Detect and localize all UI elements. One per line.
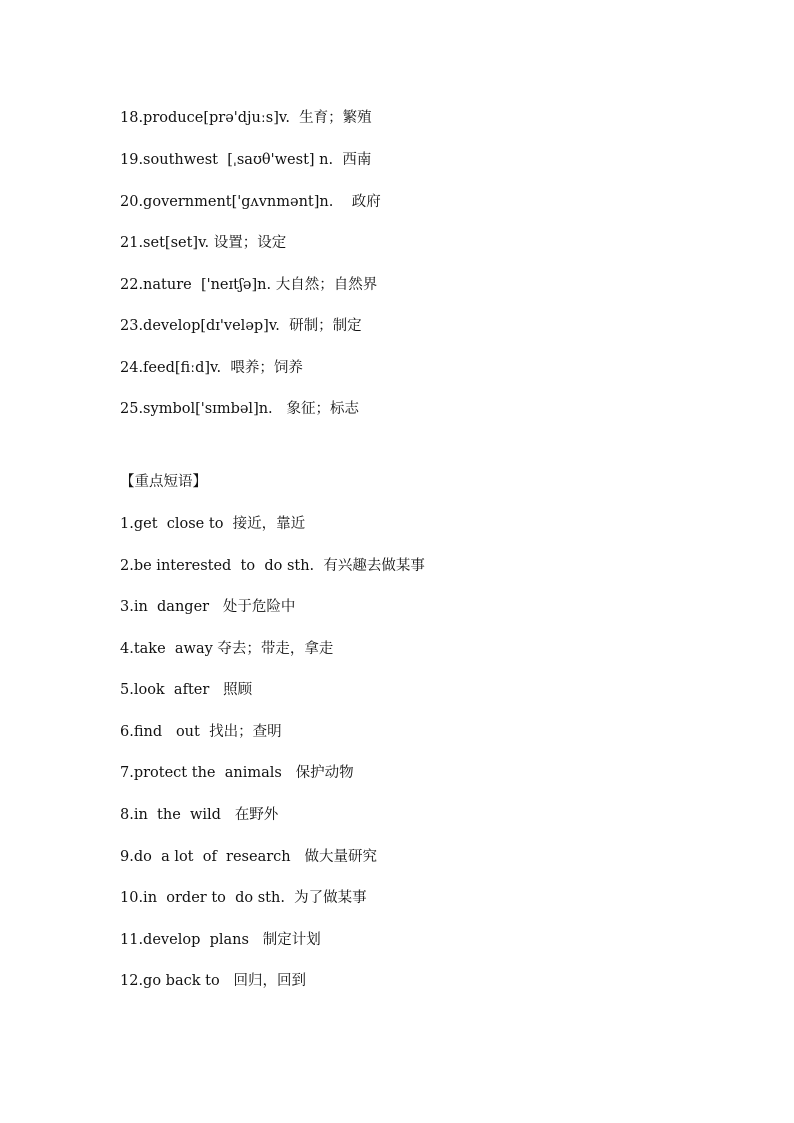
phrase-item: 10.in order to do sth. 为了做某事 (120, 890, 367, 906)
phrase-item: 8.in the wild 在野外 (120, 807, 279, 823)
vocab-item-produce: 18.produce[prə'djuːs]v. 生育；繁殖 (120, 110, 372, 126)
phrase-item: 4.take away 夺去；带走，拿走 (120, 641, 334, 657)
vocab-item-southwest: 19.southwest [ˌsaʊθ'west] n. 西南 (120, 152, 372, 168)
phrase-item: 7.protect the animals 保护动物 (120, 765, 354, 781)
vocab-item-feed: 24.feed[fiːd]v. 喂养；饲养 (120, 360, 303, 376)
phrase-item: 2.be interested to do sth. 有兴趣去做某事 (120, 558, 425, 574)
vocab-item-government: 20.government['gʌvnmənt]n. 政府 (120, 194, 381, 210)
phrase-item: 11.develop plans 制定计划 (120, 932, 321, 948)
phrase-item: 9.do a lot of research 做大量研究 (120, 849, 377, 865)
phrase-item: 5.look after 照顾 (120, 682, 253, 698)
section-title-key-phrases: 【重点短语】 (120, 474, 207, 490)
vocab-item-symbol: 25.symbol['sɪmbəl]n. 象征；标志 (120, 401, 359, 417)
vocab-item-develop: 23.develop[dɪ'veləp]v. 研制；制定 (120, 318, 362, 334)
phrase-item: 12.go back to 回归，回到 (120, 973, 307, 989)
phrase-item: 6.find out 找出；查明 (120, 724, 282, 740)
phrase-item: 1.get close to 接近，靠近 (120, 516, 306, 532)
vocab-item-nature: 22.nature ['neɪtʃə]n. 大自然；自然界 (120, 277, 378, 293)
phrase-item: 3.in danger 处于危险中 (120, 599, 296, 615)
vocab-item-set: 21.set[set]v. 设置；设定 (120, 235, 287, 251)
